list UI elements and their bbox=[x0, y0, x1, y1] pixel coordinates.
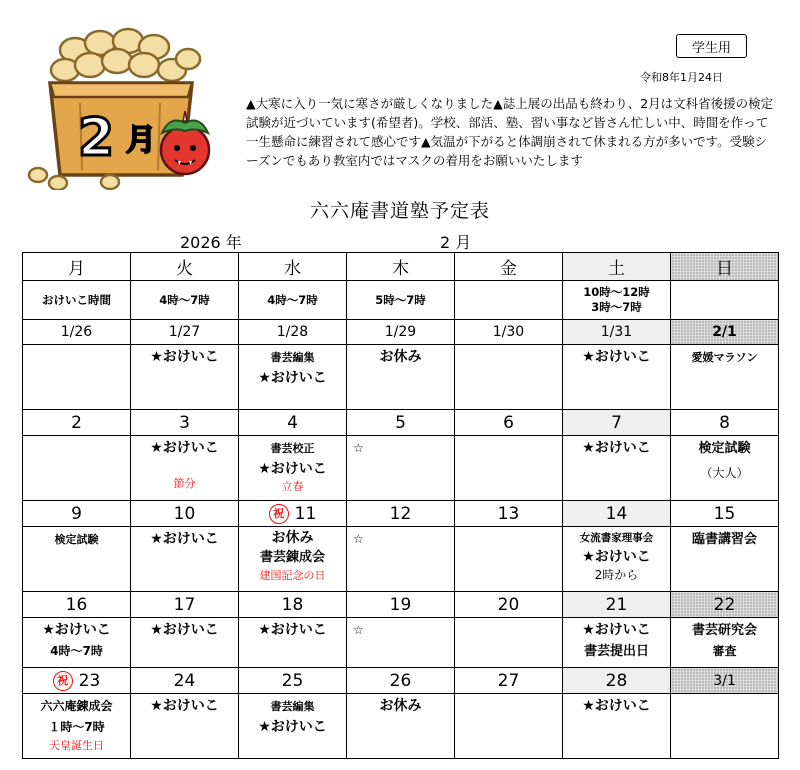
date-cell: 17 bbox=[131, 592, 239, 618]
date-cell: 1/30 bbox=[455, 320, 563, 345]
time-wed: 4時～7時 bbox=[239, 281, 347, 320]
event-cell bbox=[239, 694, 347, 759]
year-label: 2026 年 bbox=[180, 233, 242, 252]
date-cell: 1/31 bbox=[563, 320, 671, 345]
event-cell bbox=[671, 618, 779, 668]
date-cell: 2/1 bbox=[671, 320, 779, 345]
holiday-label: 建国記念の日 bbox=[259, 569, 326, 582]
date-cell: 1/26 bbox=[23, 320, 131, 345]
date-cell: 12 bbox=[347, 501, 455, 527]
date-cell: 2 bbox=[23, 410, 131, 436]
event-label: 臨書講習会 bbox=[691, 532, 757, 547]
date-cell: 20 bbox=[455, 592, 563, 618]
event-cell bbox=[347, 694, 455, 759]
week4-event-row bbox=[23, 618, 779, 668]
illustration-month-kanji: 月 bbox=[126, 123, 156, 158]
holiday-label: 立春 bbox=[281, 480, 304, 493]
illustration-month-number: 2 bbox=[78, 108, 115, 168]
event-cell bbox=[239, 436, 347, 501]
date-cell: 28 bbox=[563, 668, 671, 694]
date-cell: 15 bbox=[671, 501, 779, 527]
time-sat bbox=[563, 281, 671, 320]
date-cell: 9 bbox=[23, 501, 131, 527]
event-cell bbox=[239, 618, 347, 668]
weekday-sat: 土 bbox=[563, 253, 671, 281]
event-label: 書芸錬成会 bbox=[259, 550, 325, 565]
lesson-time-row bbox=[23, 281, 779, 320]
date-cell: 13 bbox=[455, 501, 563, 527]
student-badge: 学生用 bbox=[676, 34, 747, 58]
date-cell: 7 bbox=[563, 410, 671, 436]
beans-icon bbox=[51, 29, 200, 81]
time-sun bbox=[671, 281, 779, 320]
event-cell bbox=[563, 618, 671, 668]
event-cell bbox=[671, 527, 779, 592]
week2-event-row bbox=[23, 436, 779, 501]
event-label: 書芸編集 bbox=[270, 700, 315, 713]
weekday-thu: 木 bbox=[347, 253, 455, 281]
date-number: 23 bbox=[78, 670, 101, 691]
event-lesson: ★おけいこ bbox=[150, 531, 219, 547]
event-cell bbox=[131, 694, 239, 759]
event-lesson: ★おけいこ bbox=[582, 549, 651, 565]
event-lesson: ★おけいこ bbox=[582, 698, 651, 714]
weekday-tue: 火 bbox=[131, 253, 239, 281]
notice-text: ▲大寒に入り一気に寒さが厳しくなりました▲誌上展の出品も終わり、2月は文科省後援の検定試験が近づいています(希望者)。学校、部活、塾、習い事など皆さん忙しい中、時間を作って一生懸命に練習されて感心です▲気温が下がると体調崩されて休まれる方が多いです。受験シーズンでもあり教室内ではマスクの着用をお願いいたします bbox=[246, 96, 774, 168]
event-cell bbox=[347, 527, 455, 592]
event-cell bbox=[23, 618, 131, 668]
event-cell bbox=[23, 345, 131, 410]
event-cell bbox=[239, 527, 347, 592]
event-cell bbox=[131, 618, 239, 668]
time-thu: 5時～7時 bbox=[347, 281, 455, 320]
event-label: 検定試験 bbox=[54, 533, 99, 546]
weekday-wed: 水 bbox=[239, 253, 347, 281]
week1-date-row bbox=[23, 320, 779, 345]
date-cell: 24 bbox=[131, 668, 239, 694]
event-label: 書芸提出日 bbox=[583, 644, 649, 659]
date-cell: 18 bbox=[239, 592, 347, 618]
event-star: ☆ bbox=[353, 441, 364, 455]
event-note: 4時～7時 bbox=[50, 644, 103, 658]
event-cell bbox=[347, 618, 455, 668]
date-cell: 26 bbox=[347, 668, 455, 694]
event-cell bbox=[23, 694, 131, 759]
event-cell bbox=[455, 694, 563, 759]
date-cell: 22 bbox=[671, 592, 779, 618]
event-note: 審査 bbox=[712, 644, 737, 658]
event-lesson: ★おけいこ bbox=[582, 622, 651, 638]
week1-event-row bbox=[23, 345, 779, 410]
event-cell bbox=[455, 436, 563, 501]
event-label: 検定試験 bbox=[698, 441, 751, 456]
holiday-mark-icon: 祝 bbox=[269, 504, 289, 524]
date-cell: 6 bbox=[455, 410, 563, 436]
week4-date-row bbox=[23, 592, 779, 618]
event-cell bbox=[671, 436, 779, 501]
event-lesson: ★おけいこ bbox=[258, 719, 327, 735]
date-cell: 1/27 bbox=[131, 320, 239, 345]
event-cell bbox=[455, 527, 563, 592]
event-cell bbox=[131, 436, 239, 501]
event-lesson: ★おけいこ bbox=[258, 622, 327, 638]
event-star: ☆ bbox=[353, 532, 364, 546]
calendar-table bbox=[22, 252, 779, 759]
weekday-mon: 月 bbox=[23, 253, 131, 281]
date-number: 11 bbox=[294, 503, 317, 524]
time-mon: おけいこ時間 bbox=[23, 281, 131, 320]
event-lesson: ★おけいこ bbox=[258, 370, 327, 386]
time-tue: 4時～7時 bbox=[131, 281, 239, 320]
event-cell bbox=[239, 345, 347, 410]
event-lesson: ★おけいこ bbox=[150, 698, 219, 714]
date-cell: 3/1 bbox=[671, 668, 779, 694]
event-cell bbox=[563, 694, 671, 759]
event-lesson: ★おけいこ bbox=[258, 461, 327, 477]
time-sat-morning: 10時～12時 bbox=[583, 285, 650, 299]
date-cell: 16 bbox=[23, 592, 131, 618]
date-cell: 8 bbox=[671, 410, 779, 436]
schedule-title: 六六庵書道塾予定表 bbox=[309, 200, 490, 222]
event-lesson: ★おけいこ bbox=[150, 622, 219, 638]
issue-date: 令和8年1月24日 bbox=[640, 71, 723, 84]
month-label: 2 月 bbox=[440, 233, 472, 252]
event-cell bbox=[131, 527, 239, 592]
date-cell: 5 bbox=[347, 410, 455, 436]
calendar bbox=[22, 252, 778, 759]
event-lesson: ★おけいこ bbox=[582, 349, 651, 365]
event-note: （大人） bbox=[700, 466, 749, 480]
date-cell: 1/28 bbox=[239, 320, 347, 345]
week5-event-row bbox=[23, 694, 779, 759]
event-closed: お休み bbox=[271, 530, 314, 546]
date-cell-holiday bbox=[239, 501, 347, 527]
event-label: 女流書家理事会 bbox=[579, 532, 654, 544]
event-cell bbox=[455, 618, 563, 668]
date-cell: 4 bbox=[239, 410, 347, 436]
holiday-mark-icon: 祝 bbox=[53, 671, 73, 691]
week3-date-row bbox=[23, 501, 779, 527]
event-note: 2時から bbox=[594, 568, 639, 582]
event-cell bbox=[671, 345, 779, 410]
week2-date-row bbox=[23, 410, 779, 436]
event-cell bbox=[671, 694, 779, 759]
date-cell: 10 bbox=[131, 501, 239, 527]
event-cell bbox=[347, 436, 455, 501]
event-closed: お休み bbox=[379, 698, 422, 714]
time-sat-afternoon: 3時～7時 bbox=[591, 300, 642, 314]
weekday-header-row bbox=[23, 253, 779, 281]
date-cell: 14 bbox=[563, 501, 671, 527]
date-cell: 1/29 bbox=[347, 320, 455, 345]
event-star: ☆ bbox=[353, 623, 364, 637]
event-lesson: ★おけいこ bbox=[150, 349, 219, 365]
event-cell bbox=[455, 345, 563, 410]
event-cell bbox=[131, 345, 239, 410]
event-label: 愛媛マラソン bbox=[691, 351, 758, 364]
weekday-fri: 金 bbox=[455, 253, 563, 281]
event-cell bbox=[23, 436, 131, 501]
event-label: 書芸編集 bbox=[270, 351, 315, 364]
date-cell: 27 bbox=[455, 668, 563, 694]
week5-date-row bbox=[23, 668, 779, 694]
date-cell: 21 bbox=[563, 592, 671, 618]
event-closed: お休み bbox=[379, 349, 422, 365]
event-cell bbox=[563, 345, 671, 410]
weekday-sun: 日 bbox=[671, 253, 779, 281]
event-cell bbox=[563, 436, 671, 501]
event-cell bbox=[347, 345, 455, 410]
date-cell-holiday bbox=[23, 668, 131, 694]
event-note: １時～7時 bbox=[48, 720, 105, 734]
date-cell: 25 bbox=[239, 668, 347, 694]
event-label: 書芸校正 bbox=[270, 442, 315, 455]
event-label: 六六庵錬成会 bbox=[40, 699, 113, 713]
event-lesson: ★おけいこ bbox=[150, 440, 219, 456]
event-lesson: ★おけいこ bbox=[42, 622, 111, 638]
event-cell bbox=[563, 527, 671, 592]
holiday-label: 節分 bbox=[173, 477, 196, 490]
holiday-label: 天皇誕生日 bbox=[49, 739, 104, 752]
event-cell bbox=[23, 527, 131, 592]
event-lesson: ★おけいこ bbox=[582, 440, 651, 456]
week3-event-row bbox=[23, 527, 779, 592]
date-cell: 3 bbox=[131, 410, 239, 436]
date-cell: 19 bbox=[347, 592, 455, 618]
time-fri bbox=[455, 281, 563, 320]
setsubun-illustration bbox=[20, 15, 220, 190]
event-label: 書芸研究会 bbox=[691, 623, 757, 638]
